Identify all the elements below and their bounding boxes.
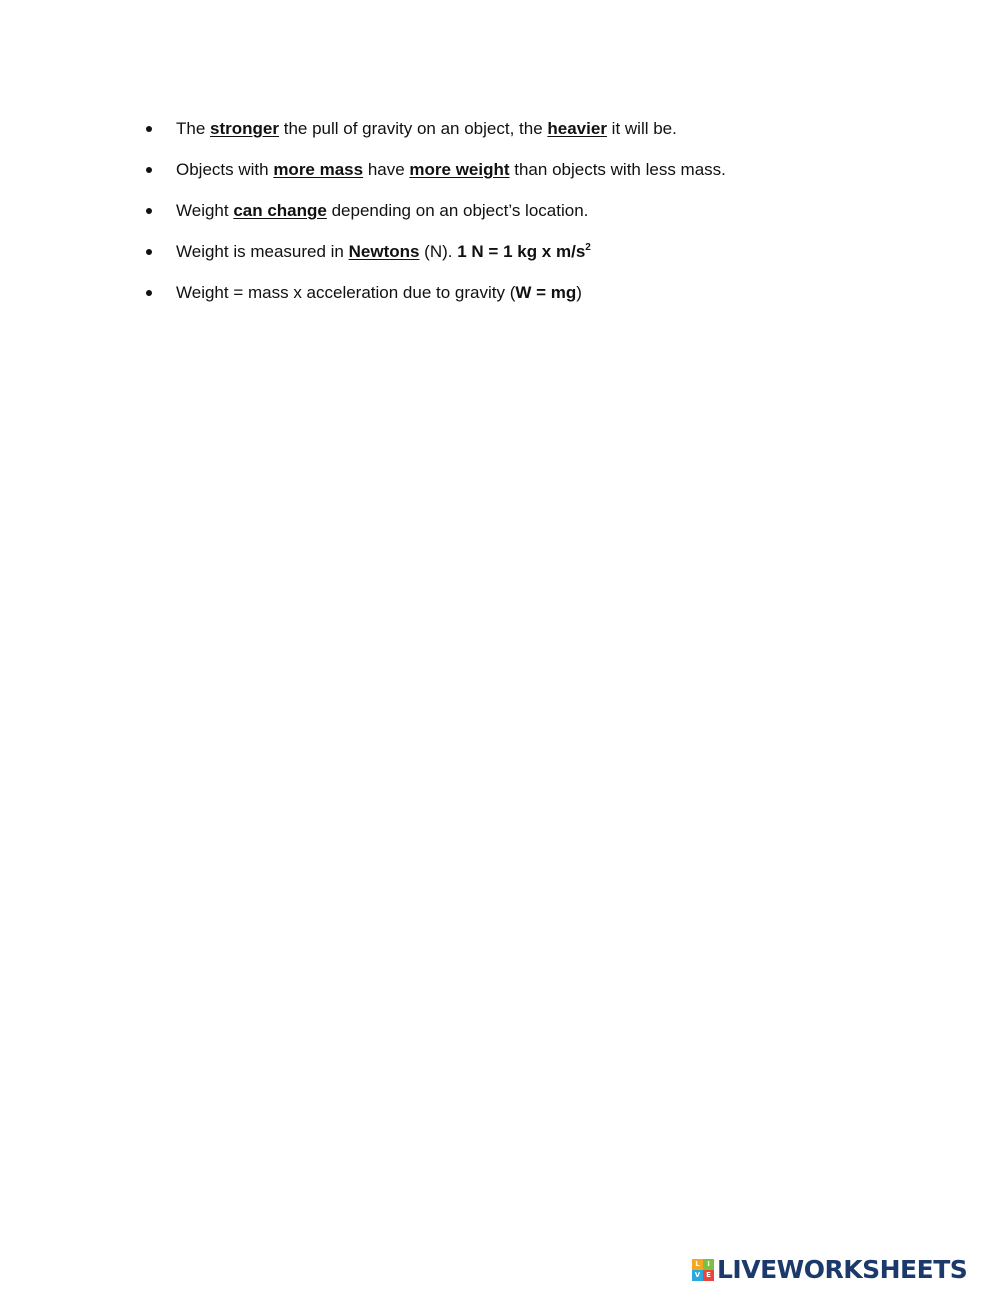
bullet-dot-icon (146, 290, 152, 296)
bullet-dot-icon (146, 208, 152, 214)
bullet-item (143, 199, 943, 240)
bullet-text: Objects with (176, 160, 274, 179)
bullet-text: depending on an object’s location. (326, 201, 589, 220)
logo-square: L (692, 1259, 703, 1270)
bullet-text: Weight (176, 201, 234, 220)
key-term: stronger (210, 119, 279, 138)
liveworksheets-logo (692, 1257, 967, 1283)
bullet-item (143, 117, 943, 158)
bullet-dot-icon (146, 249, 152, 255)
logo-square: V (692, 1270, 703, 1281)
logo-square: E (703, 1270, 714, 1281)
logo-icon (692, 1259, 714, 1281)
bullet-text: Weight = mass x acceleration due to gravity ( (176, 283, 516, 302)
bullet-dot-icon (146, 167, 152, 173)
bullet-dot-icon (146, 126, 152, 132)
bullet-list (143, 117, 943, 322)
bold-text: W = mg (515, 283, 577, 302)
bullet-text: (N). (419, 242, 458, 261)
bullet-text: ) (576, 283, 582, 302)
bullet-text: the pull of gravity on an object, the (279, 119, 548, 138)
bullet-item (143, 158, 943, 199)
bold-text: 1 N = 1 kg x m/s (457, 242, 586, 261)
bullet-item (143, 240, 943, 281)
key-term: heavier (547, 119, 607, 138)
bullet-text: Weight is measured in (176, 242, 349, 261)
logo-square: I (703, 1259, 714, 1270)
key-term: can change (233, 201, 327, 220)
bullet-text: than objects with less mass. (509, 160, 726, 179)
key-term: more weight (409, 160, 510, 179)
bullet-text: have (363, 160, 410, 179)
key-term: Newtons (348, 242, 420, 261)
bullet-item (143, 281, 943, 322)
superscript-text: 2 (585, 242, 591, 253)
logo-text: LIVEWORKSHEETS (717, 1255, 968, 1284)
bullet-text: The (176, 119, 211, 138)
bullet-text: it will be. (606, 119, 677, 138)
key-term: more mass (273, 160, 364, 179)
